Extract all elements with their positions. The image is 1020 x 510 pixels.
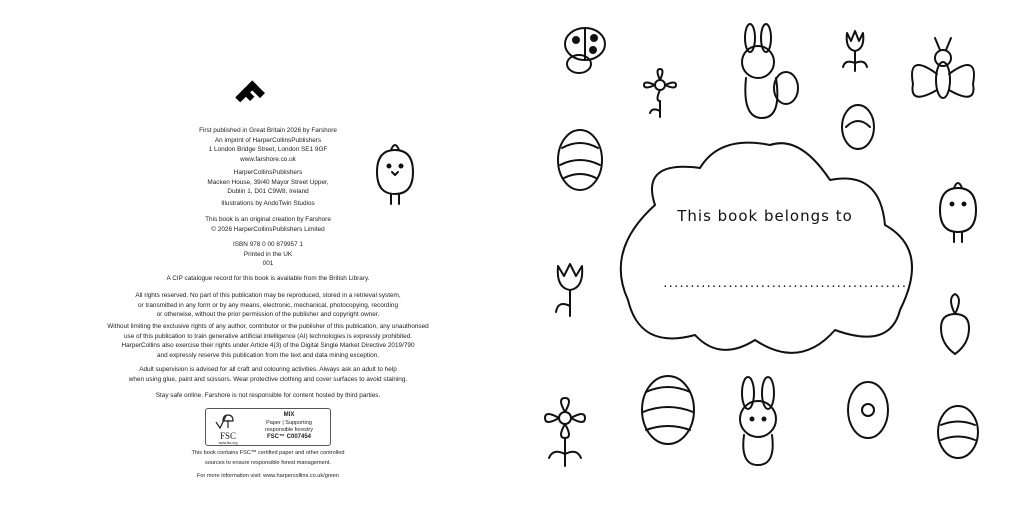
text-line: and expressly reserve this publication from the text and data mining exception.: [156, 351, 380, 359]
text-line: This book is an original creation by Farshore: [205, 216, 331, 223]
fsc-line: responsible forestry: [265, 427, 313, 433]
text-line: Illustrations by AndoTwin Studios: [221, 200, 315, 207]
nameplate-title: This book belongs to: [677, 207, 853, 225]
text-line: HarperCollinsPublishers: [233, 169, 303, 176]
cloud-frame: [621, 143, 912, 353]
website-link[interactable]: www.farshore.co.uk: [240, 155, 296, 163]
egg-illustration: [842, 105, 874, 149]
text-line: 1 London Bridge Street, London SE1 9GF: [208, 146, 328, 154]
text-line: Printed in the UK: [243, 250, 293, 258]
text-line: This book contains FSC™ certified paper and other controlled: [191, 450, 345, 456]
ladybird-illustration: [565, 28, 605, 73]
fsc-line: Paper | Supporting: [266, 420, 312, 426]
text-line: First published in Great Britain 2026 by Farshore: [199, 127, 337, 134]
tulip-illustration: [556, 264, 582, 316]
text-line: Dublin 1, D01 C9W8, Ireland: [227, 188, 309, 196]
name-write-line[interactable]: .............................................: [662, 277, 907, 290]
egg-illustration: [558, 130, 602, 190]
text-line: For more information visit: www.harpercollins.co.uk/green: [196, 473, 340, 479]
text-line: or otherwise, without the prior permission of the publisher and copyright owner.: [156, 311, 380, 319]
chick-illustration: [940, 183, 976, 242]
text-line: Macken House, 39/40 Mayor Street Upper,: [207, 178, 329, 186]
butterfly-illustration: [912, 38, 974, 98]
text-line: use of this publication to train generative artificial intelligence (AI) technologies is expressly prohibited.: [123, 332, 413, 340]
fsc-code: FSC™ C007454: [266, 434, 312, 440]
flower-illustration: [644, 69, 676, 117]
text-line: HarperCollins also exercise their rights under Article 4(3) of the Digital Single Market Directive 2019/790: [121, 342, 415, 350]
radish-illustration: [941, 294, 969, 354]
text-line: All rights reserved. No part of this publication may be reproduced, stored in a retrieval system,: [135, 292, 401, 299]
text-line: when using glue, paint and scissors. Wear protective clothing and cover surfaces to avoid staining.: [128, 375, 408, 383]
text-line: Without limiting the exclusive rights of any author, contributor or the publisher of this publication, any unauthorised: [107, 323, 429, 330]
text-line: An imprint of HarperCollinsPublishers: [214, 136, 322, 144]
chick-illustration: [377, 145, 413, 204]
text-line: A CIP catalogue record for this book is available from the British Library.: [166, 275, 370, 282]
fsc-site: www.fsc.org: [218, 441, 238, 445]
text-line: 001: [262, 260, 274, 268]
egg-illustration: [848, 382, 888, 438]
text-line: Stay safe online. Farshore is not responsible for content hosted by third parties.: [155, 392, 381, 399]
daffodil-illustration: [545, 398, 585, 466]
text-line: © 2026 HarperCollinsPublishers Limited: [211, 225, 325, 233]
bunny-egg-illustration: [742, 24, 798, 118]
fsc-label: FSC: [219, 431, 236, 441]
egg-illustration: [938, 406, 978, 458]
text-line: sources to ensure responsible forest management.: [205, 459, 331, 466]
tulip-illustration: [843, 31, 867, 71]
fsc-mix: MIX: [283, 412, 295, 418]
text-line: or transmitted in any form or by any means, electronic, mechanical, photocopying, recording: [137, 301, 398, 309]
bunny-illustration: [740, 377, 776, 465]
egg-illustration: [642, 376, 694, 444]
text-line: Adult supervision is advised for all craft and colouring activities. Always ask an adult to help: [139, 366, 397, 373]
text-line: ISBN 978 0 00 879957 1: [233, 241, 303, 248]
